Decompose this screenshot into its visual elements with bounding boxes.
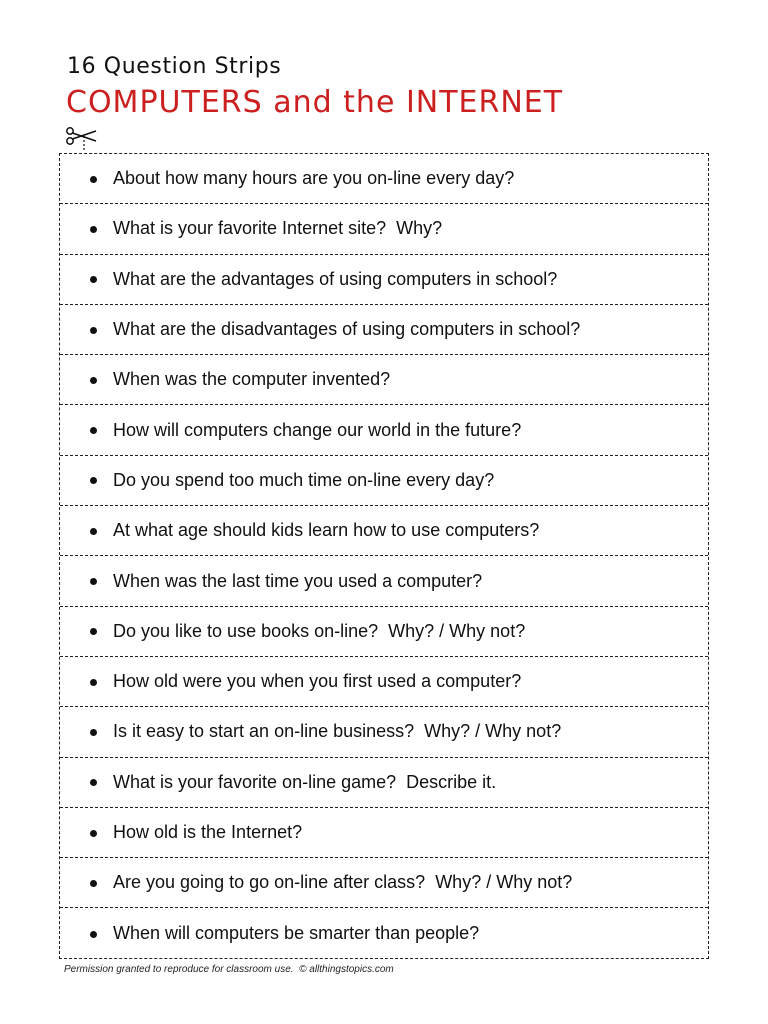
question-strip	[60, 556, 708, 606]
bullet-icon	[90, 276, 97, 283]
question-text: How will computers change our world in the future?	[113, 419, 522, 440]
question-strips	[59, 153, 709, 959]
question-strip	[60, 908, 708, 958]
question-strip	[60, 858, 708, 908]
question-strip	[60, 204, 708, 254]
question-text: When was the last time you used a computer?	[113, 570, 483, 591]
question-text: How old were you when you first used a computer?	[113, 671, 522, 692]
question-strip	[60, 154, 708, 204]
page-subtitle: 16 Question Strips	[67, 54, 282, 79]
question-text: How old is the Internet?	[113, 822, 303, 842]
bullet-icon	[90, 578, 97, 585]
question-strip	[60, 657, 708, 707]
bullet-icon	[90, 779, 97, 786]
question-text: Is it easy to start an on-line business? Why? / Why not?	[113, 721, 562, 742]
bullet-icon	[90, 528, 97, 535]
question-strip	[60, 506, 708, 556]
page-title: COMPUTERS and the INTERNET	[66, 85, 564, 120]
question-strip	[60, 808, 708, 858]
bullet-icon	[90, 427, 97, 434]
question-text: What is your favorite on-line game? Describe it.	[113, 771, 497, 792]
bullet-icon	[90, 377, 97, 384]
question-text: What is your favorite Internet site? Why?	[113, 218, 443, 239]
bullet-icon	[90, 327, 97, 334]
question-strip	[60, 758, 708, 808]
question-text: Do you spend too much time on-line every day?	[113, 469, 495, 490]
question-text: What are the disadvantages of using computers in school?	[113, 319, 581, 340]
scissors-icon	[62, 124, 102, 152]
question-strip	[60, 405, 708, 455]
question-strip	[60, 456, 708, 506]
question-text: When was the computer invented?	[113, 369, 391, 390]
question-text: What are the advantages of using computers in school?	[113, 268, 558, 289]
permission-footer: Permission granted to reproduce for classroom use. © allthingstopics.com	[64, 964, 394, 975]
question-text: About how many hours are you on-line every day?	[113, 168, 515, 189]
bullet-icon	[90, 880, 97, 887]
question-strip	[60, 607, 708, 657]
question-strip	[60, 305, 708, 355]
question-text: Do you like to use books on-line? Why? / Why not?	[113, 620, 526, 641]
bullet-icon	[90, 176, 97, 183]
bullet-icon	[90, 830, 97, 837]
bullet-icon	[90, 679, 97, 686]
question-strip	[60, 255, 708, 305]
question-text: At what age should kids learn how to use computers?	[113, 520, 540, 541]
bullet-icon	[90, 477, 97, 484]
question-text: When will computers be smarter than people?	[113, 923, 480, 944]
question-strip	[60, 355, 708, 405]
question-strip	[60, 707, 708, 757]
bullet-icon	[90, 628, 97, 635]
bullet-icon	[90, 931, 97, 938]
bullet-icon	[90, 226, 97, 233]
bullet-icon	[90, 729, 97, 736]
question-text: Are you going to go on-line after class? Why? / Why not?	[113, 872, 573, 893]
